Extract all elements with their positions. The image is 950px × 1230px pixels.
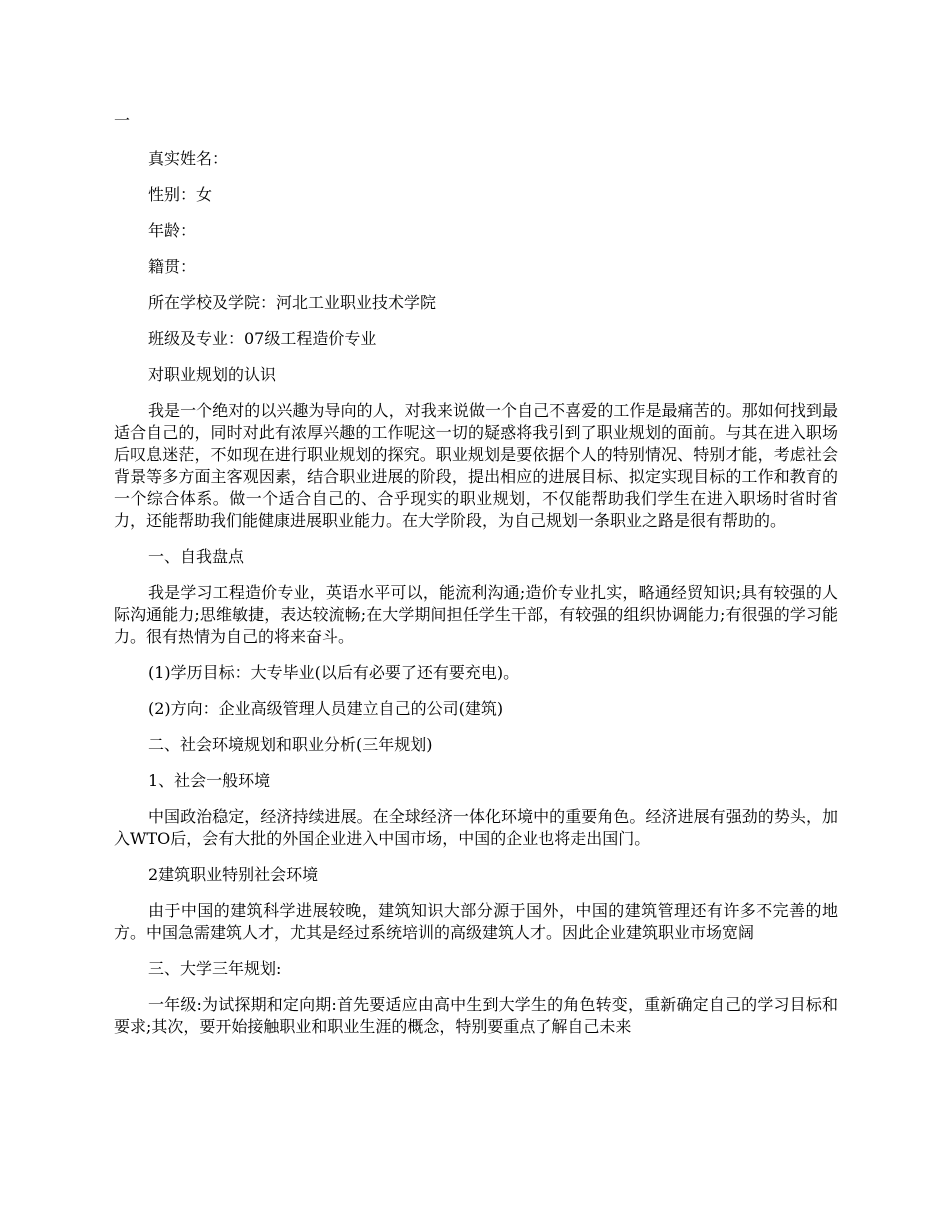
- paragraph-self-assessment: 我是学习工程造价专业，英语水平可以，能流利沟通;造价专业扎实，略通经贸知识;具有较强的人际沟通能力;思维敏捷，表达较流畅;在大学期间担任学生干部，有较强的组织协调能力;有很强的学习能力。很有热情为自己的将来奋斗。: [114, 583, 838, 646]
- section-marker: 一: [114, 111, 131, 130]
- field-class-major: 班级及专业：07级工程造价专业: [148, 329, 377, 348]
- document-body: [114, 110, 838, 1052]
- field-age: 年龄：: [148, 221, 197, 240]
- field-gender: 性别：女: [148, 185, 213, 204]
- heading-construction-environment: 2建筑职业特别社会环境: [148, 865, 319, 884]
- field-school: 所在学校及学院：河北工业职业技术学院: [148, 293, 437, 312]
- paragraph-career-planning: 我是一个绝对的以兴趣为导向的人，对我来说做一个自己不喜爱的工作是最痛苦的。那如何找到最适合自己的，同时对此有浓厚兴趣的工作呢这一切的疑惑将我引到了职业规划的面前。与其在进入职场后叹息迷茫，不如现在进行职业规划的探究。职业规划是要依据个人的特别情况、特别才能，考虑社会背景等多方面主客观因素，结合职业进展的阶段，提出相应的进展目标、拟定实现目标的工作和教育的一个综合体系。做一个适合自己的、合乎现实的职业规划，不仅能帮助我们学生在进入职场时省时省力，还能帮助我们能健康进展职业能力。在大学阶段，为自己规划一条职业之路是很有帮助的。: [114, 401, 838, 530]
- field-hometown: 籍贯：: [148, 257, 197, 276]
- goal-education: (1)学历目标：大专毕业(以后有必要了还有要充电)。: [148, 663, 520, 682]
- goal-direction: (2)方向：企业高级管理人员建立自己的公司(建筑): [148, 699, 504, 718]
- heading-general-environment: 1、社会一般环境: [148, 771, 271, 790]
- heading-three-year-plan: 三、大学三年规划:: [148, 959, 282, 978]
- paragraph-construction-environment: 由于中国的建筑科学进展较晚，建筑知识大部分源于国外，中国的建筑管理还有许多不完善的地方。中国急需建筑人才，尤其是经过系统培训的高级建筑人才。因此企业建筑职业市场宽阔: [114, 901, 838, 942]
- field-name: 真实姓名：: [148, 149, 229, 168]
- heading-self-assessment: 一、自我盘点: [148, 547, 245, 566]
- heading-career-planning: 对职业规划的认识: [148, 365, 277, 384]
- heading-social-environment: 二、社会环境规划和职业分析(三年规划): [148, 735, 433, 754]
- paragraph-general-environment: 中国政治稳定，经济持续进展。在全球经济一体化环境中的重要角色。经济进展有强劲的势头，加入WTO后，会有大批的外国企业进入中国市场，中国的企业也将走出国门。: [114, 807, 838, 848]
- paragraph-first-year: 一年级:为试探期和定向期:首先要适应由高中生到大学生的角色转变，重新确定自己的学习目标和要求;其次，要开始接触职业和职业生涯的概念，特别要重点了解自己未来: [114, 995, 838, 1036]
